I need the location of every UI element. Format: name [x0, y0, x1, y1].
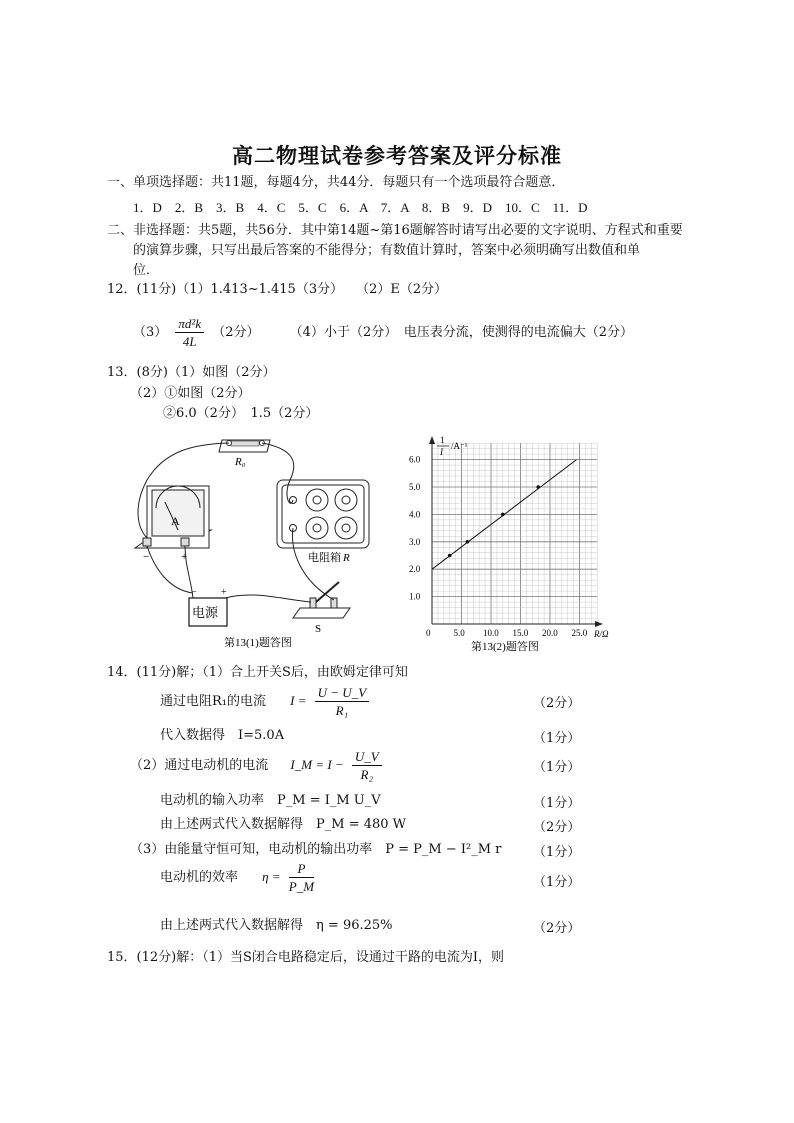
source-minus: − — [191, 587, 197, 598]
y-axis-unit: /A⁻¹ — [451, 441, 468, 451]
q14-formula-efficiency — [289, 860, 314, 895]
wire — [225, 595, 311, 602]
q14-formula-current — [315, 684, 370, 719]
data-point — [501, 513, 505, 517]
x-tick-label: 0 — [426, 628, 431, 638]
q14-line2 — [160, 681, 373, 722]
q14-line6: 由上述两式代入数据解得 P_M = 480 W — [160, 817, 407, 832]
q15-line1: 15．(12分)解：（1）当S闭合电路稳定后，设通过干路的电流为I，则 — [107, 950, 505, 965]
q13-line1: 13．(8分)（1）如图（2分） — [107, 365, 276, 380]
x-tick-label: 15.0 — [512, 628, 529, 638]
q14-line8-lhs: η = — [262, 869, 281, 884]
data-point — [466, 540, 470, 544]
q14-line8 — [160, 857, 318, 898]
y-tick-label: 5.0 — [409, 482, 421, 492]
q14-line9: 由上述两式代入数据解得 η = 96.25% — [160, 918, 393, 933]
q13-line2: （2）①如图（2分） — [130, 386, 251, 401]
data-point — [448, 554, 452, 558]
q12-formula-numerator: πd²k — [175, 315, 204, 333]
q14-line8-score: （1分） — [533, 875, 581, 890]
graph-1-over-i-vs-r — [405, 430, 620, 655]
q14-line8-text: 电动机的效率 — [160, 870, 239, 885]
switch — [293, 582, 350, 618]
q14-formula-motor-current-denominator: R₂ — [360, 767, 374, 782]
q14-line1: 14．(11分)解；（1）合上开关S后，由欧姆定律可知 — [107, 665, 408, 680]
data-point — [536, 485, 540, 489]
q14-line9-score: （2分） — [533, 921, 581, 936]
graph-caption: 第13(2)题答图 — [471, 641, 539, 653]
x-tick-label: 10.0 — [483, 628, 499, 638]
y-tick-label: 4.0 — [409, 509, 421, 520]
section1-heading: 一、单项选择题：共11题，每题4分，共44分．每题只有一个选项最符合题意． — [107, 175, 565, 190]
x-tick-label: 20.0 — [542, 628, 558, 638]
section2-line3: 位． — [133, 263, 160, 278]
q12-line1: 12．(11分)（1）1.413~1.415（3分） （2）E（2分） — [107, 282, 448, 297]
ammeter-plus: + — [181, 551, 188, 563]
q13-line3: ②6.0（2分） 1.5（2分） — [163, 406, 319, 421]
q14-line4-lhs: I_M = I − — [290, 757, 344, 772]
q14-line4-text: （2）通过电动机的电流 — [130, 758, 269, 773]
y-axis-arrow — [429, 436, 435, 444]
ammeter-label: A — [171, 514, 180, 528]
r0-resistor — [219, 440, 270, 452]
q14-formula-efficiency-denominator: P_M — [288, 879, 315, 894]
q14-line2-lhs: I = — [290, 693, 307, 708]
q14-line2-text: 通过电阻R₁的电流 — [160, 694, 266, 709]
ammeter-minus: − — [143, 551, 150, 563]
y-axis-label-denominator: I — [440, 447, 443, 457]
q14-line6-score: （2分） — [533, 820, 581, 835]
q14-line5: 电动机的输入功率 P_M = I_M U_V — [160, 793, 381, 808]
box-label: 电阻箱 R — [308, 552, 350, 564]
q14-formula-current-numerator: U − U_V — [315, 684, 370, 702]
q14-line3-score: （1分） — [533, 731, 581, 746]
q14-line4 — [130, 745, 386, 786]
q12-part3-label: （3） — [133, 325, 168, 340]
section1-answers: 1．D 2．B 3．B 4．C 5．C 6．A 7．A 8．B 9．D 10．C 11．D — [133, 200, 588, 215]
x-axis-label: R/Ω — [594, 629, 609, 639]
y-tick-label: 3.0 — [409, 536, 421, 547]
q14-line5-score: （1分） — [533, 796, 581, 811]
q14-line7: （3）由能量守恒可知，电动机的输出功率 P = P_M − I²_M r — [130, 842, 502, 857]
q12-part3-score: （2分） — [212, 325, 260, 340]
circuit-diagram — [125, 430, 385, 655]
y-tick-label: 1.0 — [409, 591, 421, 602]
source-plus: + — [221, 587, 227, 598]
q12-formula — [175, 315, 204, 350]
x-tick-label: 5.0 — [453, 628, 465, 638]
q14-formula-current-denominator: R₁ — [335, 703, 349, 718]
grid — [432, 443, 597, 624]
q14-line3: 代入数据得 I=5.0A — [160, 728, 285, 743]
source-label: 电源 — [192, 605, 219, 620]
q14-formula-motor-current — [352, 748, 382, 783]
q14-formula-efficiency-numerator: P — [289, 860, 314, 878]
y-tick-label: 6.0 — [409, 454, 421, 465]
section2-line2: 的演算步骤，只写出最后答案的不能得分；有数值计算时，答案中必须明确写出数值和单 — [133, 243, 641, 258]
q14-line2-score: （2分） — [533, 696, 581, 711]
resistance-box — [277, 480, 369, 548]
page-title: 高二物理试卷参考答案及评分标准 — [232, 143, 562, 168]
circuit-caption: 第13(1)题答图 — [224, 637, 292, 649]
q12-part3 — [133, 313, 633, 353]
q12-formula-denominator: 4L — [182, 334, 197, 349]
switch-label: S — [315, 623, 322, 635]
x-axis-arrow — [595, 621, 603, 627]
r0-label: R₀ — [235, 456, 246, 468]
y-tick-label: 2.0 — [409, 564, 421, 575]
q14-line4-score: （1分） — [533, 760, 581, 775]
q14-formula-motor-current-numerator: U_V — [352, 748, 382, 766]
x-tick-label: 25.0 — [571, 628, 588, 638]
q14-line7-score: （1分） — [533, 845, 581, 860]
q12-part4: （4）小于（2分） 电压表分流，使测得的电流偏大（2分） — [289, 325, 633, 340]
y-axis-label-numerator: 1 — [440, 435, 445, 445]
section2-line1: 二、非选择题：共5题，共56分．其中第14题~第16题解答时请写出必要的文字说明、方程式和重要 — [107, 223, 683, 238]
